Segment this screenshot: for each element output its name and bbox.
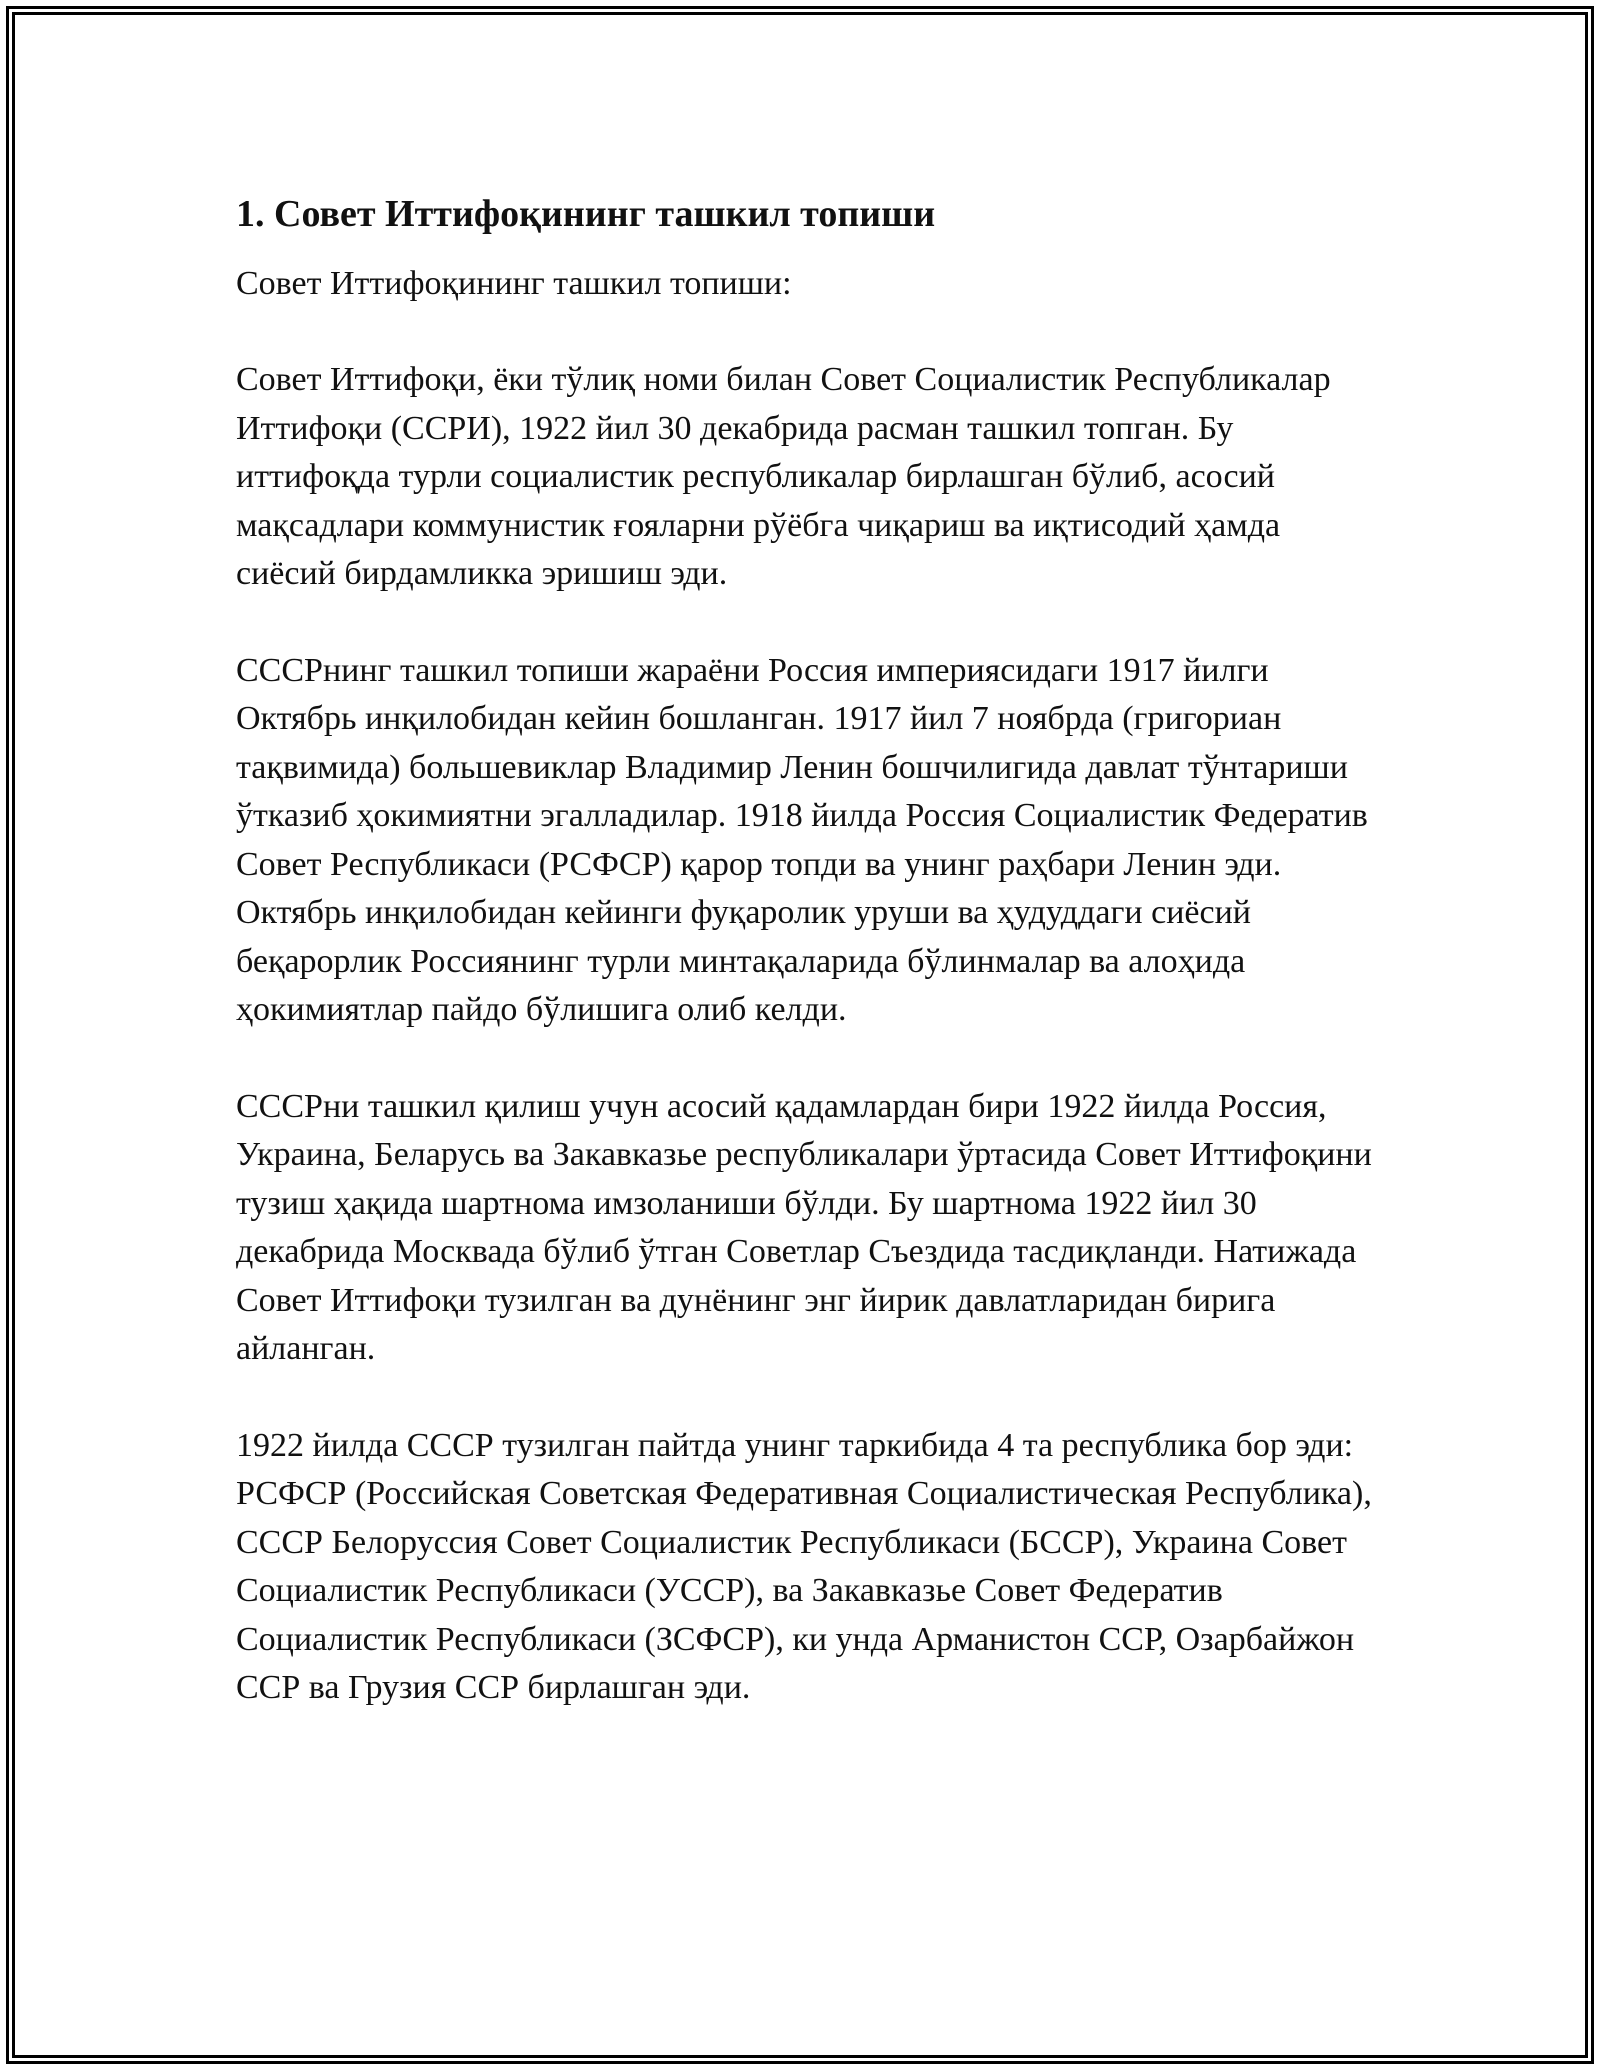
document-body	[236, 186, 1376, 1761]
paragraph-formation: Совет Иттифоқи, ёки тўлиқ номи билан Совет Социалистик Республикалар Иттифоқи (ССРИ), 1922 йил 30 декабрида расман ташкил топган. Бу иттифоқда турли социалистик республикалар бирлашган бўлиб, асосий мақсадлари коммунистик ғояларни рўёбга чиқариш ва иқтисодий ҳамда сиёсий бирдамликка эришиш эди.	[236, 361, 1331, 592]
document-heading: 1. Совет Иттифоқининг ташкил топиши	[236, 193, 936, 235]
paragraph-republics: 1922 йилда СССР тузилган пайтда унинг таркибида 4 та республика бор эди: РСФСР (Российская Советская Федеративная Социалистическая Республика), СССР Белоруссия Совет Социалистик Республикаси (БССР), Украина Совет Социалистик Республикаси (УССР), ва Закавказье Совет Федератив Социалистик Республикаси (ЗСФСР), ки унда Арманистон ССР, Озарбайжон ССР ва Грузия ССР бирлашган эди.	[236, 1426, 1372, 1706]
paragraph-revolution: СССРнинг ташкил топиши жараёни Россия империясидаги 1917 йилги Октябрь инқилобидан кейин бошланган. 1917 йил 7 ноябрда (григориан тақвимида) большевиклар Владимир Ленин бошчилигида давлат тўнтариши ўтказиб ҳокимиятни эгалладилар. 1918 йилда Россия Социалистик Федератив Совет Республикаси (РСФСР) қарор топди ва унинг раҳбари Ленин эди. Октябрь инқилобидан кейинги фуқаролик уруши ва ҳудуддаги сиёсий беқарорлик Россиянинг турли минтақаларида бўлинмалар ва алоҳида ҳокимиятлар пайдо бўлишига олиб келди.	[236, 651, 1368, 1028]
document-subtitle: Совет Иттифоқининг ташкил топиши:	[236, 265, 792, 302]
paragraph-treaty: СССРни ташкил қилиш учун асосий қадамлардан бири 1922 йилда Россия, Украина, Беларусь ва Закавказье республикалари ўртасида Совет Иттифоқини тузиш ҳақида шартнома имзоланиши бўлди. Бу шартнома 1922 йил 30 декабрида Москвада бўлиб ўтган Советлар Съездида тасдиқланди. Натижада Совет Иттифоқи тузилган ва дунёнинг энг йирик давлатларидан бирига айланган.	[236, 1087, 1372, 1367]
